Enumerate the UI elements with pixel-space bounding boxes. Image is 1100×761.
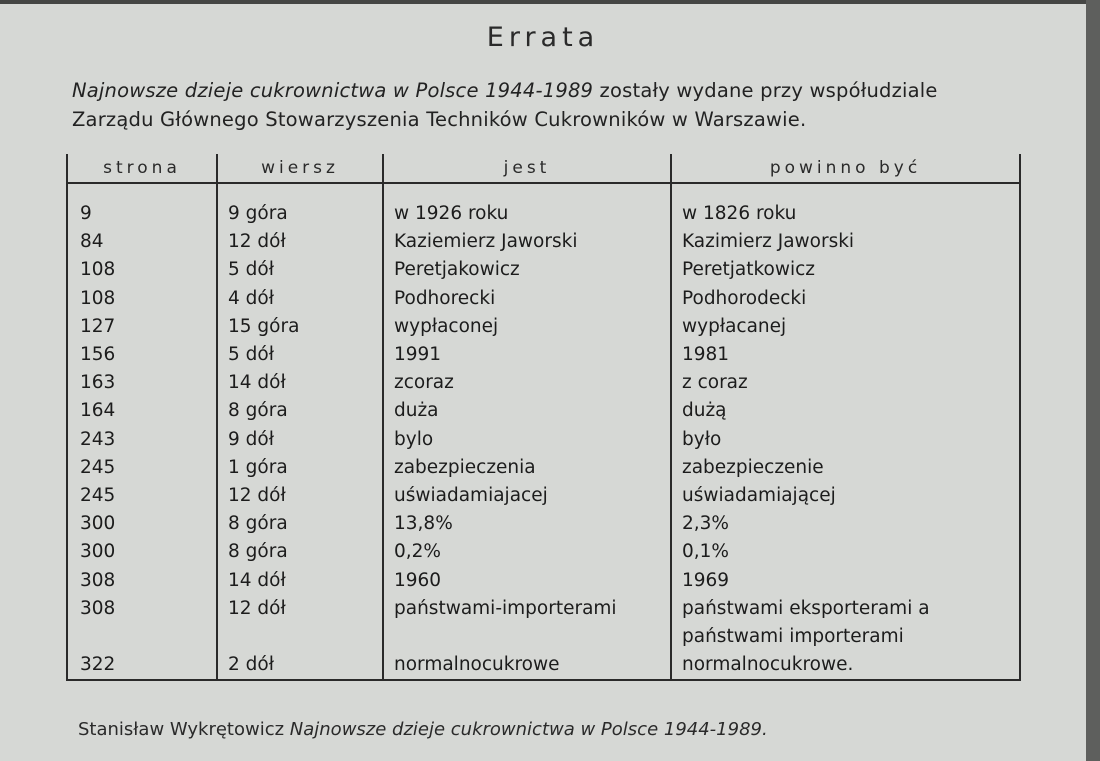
cell-strona: 308: [67, 567, 217, 595]
table-row: [67, 285, 1020, 313]
cell-powinno-byc: Peretjatkowicz: [671, 256, 1020, 284]
cell-jest: Podhorecki: [383, 285, 671, 313]
cell-strona: 300: [67, 538, 217, 566]
intro-text: zostały wydane przy współudziale Zarządu Głównego Stowarzyszenia Techników Cukrowników w Warszawie.: [72, 79, 938, 131]
table-row: [67, 595, 1020, 651]
table-row: [67, 228, 1020, 256]
cell-jest: Kaziemierz Jaworski: [383, 228, 671, 256]
table-spacer-row: [67, 183, 1020, 200]
cell-wiersz: 15 góra: [217, 313, 383, 341]
cell-jest: 13,8%: [383, 510, 671, 538]
table-row: [67, 538, 1020, 566]
cell-strona: 9: [67, 200, 217, 228]
cell-jest: bylo: [383, 426, 671, 454]
cell-strona: 156: [67, 341, 217, 369]
cell-jest: uświadamiajacej: [383, 482, 671, 510]
cell-strona: 84: [67, 228, 217, 256]
cell-wiersz: 8 góra: [217, 397, 383, 425]
table-row: [67, 651, 1020, 680]
header-wiersz: wiersz: [217, 154, 383, 183]
table-row: [67, 510, 1020, 538]
cell-jest: normalnocukrowe: [383, 651, 671, 680]
header-jest: jest: [383, 154, 671, 183]
cell-jest: Peretjakowicz: [383, 256, 671, 284]
cell-powinno-byc: z coraz: [671, 369, 1020, 397]
cell-wiersz: 12 dół: [217, 595, 383, 651]
cell-wiersz: 14 dół: [217, 369, 383, 397]
cell-powinno-byc: państwami eksporterami a państwami importerami: [671, 595, 1020, 651]
cell-strona: 300: [67, 510, 217, 538]
cell-jest: 1991: [383, 341, 671, 369]
cell-wiersz: 5 dół: [217, 256, 383, 284]
footer-citation: [78, 719, 768, 740]
table-row: [67, 256, 1020, 284]
cell-strona: 127: [67, 313, 217, 341]
table-row: [67, 369, 1020, 397]
header-powinno-byc: powinno być: [671, 154, 1020, 183]
table-row: [67, 482, 1020, 510]
cell-powinno-byc: wypłacanej: [671, 313, 1020, 341]
intro-paragraph: [72, 76, 1017, 134]
cell-powinno-byc: w 1826 roku: [671, 200, 1020, 228]
table-row: [67, 341, 1020, 369]
cell-wiersz: 9 góra: [217, 200, 383, 228]
cell-wiersz: 12 dół: [217, 482, 383, 510]
cell-powinno-byc: 0,1%: [671, 538, 1020, 566]
cell-strona: 308: [67, 595, 217, 651]
header-strona: strona: [67, 154, 217, 183]
table-row: [67, 567, 1020, 595]
footer-book-title: Najnowsze dzieje cukrownictwa w Polsce 1944-1989.: [289, 719, 768, 740]
cell-powinno-byc: Kazimierz Jaworski: [671, 228, 1020, 256]
cell-jest: 0,2%: [383, 538, 671, 566]
cell-strona: 164: [67, 397, 217, 425]
errata-table-body: [67, 183, 1020, 680]
cell-jest: 1960: [383, 567, 671, 595]
cell-strona: 322: [67, 651, 217, 680]
table-row: [67, 200, 1020, 228]
cell-jest: wypłaconej: [383, 313, 671, 341]
cell-powinno-byc: 2,3%: [671, 510, 1020, 538]
errata-table: [66, 154, 1021, 681]
cell-strona: 243: [67, 426, 217, 454]
cell-jest: zcoraz: [383, 369, 671, 397]
page-title: Errata: [486, 22, 600, 53]
cell-wiersz: 8 góra: [217, 538, 383, 566]
table-row: [67, 454, 1020, 482]
cell-wiersz: 12 dół: [217, 228, 383, 256]
cell-strona: 108: [67, 285, 217, 313]
cell-powinno-byc: 1981: [671, 341, 1020, 369]
cell-powinno-byc: zabezpieczenie: [671, 454, 1020, 482]
cell-jest: państwami-importerami: [383, 595, 671, 651]
cell-jest: zabezpieczenia: [383, 454, 671, 482]
table-row: [67, 397, 1020, 425]
cell-jest: w 1926 roku: [383, 200, 671, 228]
cell-strona: 108: [67, 256, 217, 284]
cell-wiersz: 5 dół: [217, 341, 383, 369]
cell-wiersz: 4 dół: [217, 285, 383, 313]
page-edge-shadow: [0, 0, 1086, 4]
cell-jest: duża: [383, 397, 671, 425]
cell-powinno-byc: 1969: [671, 567, 1020, 595]
cell-powinno-byc: było: [671, 426, 1020, 454]
footer-author: Stanisław Wykrętowicz: [78, 719, 290, 740]
cell-wiersz: 14 dół: [217, 567, 383, 595]
table-row: [67, 313, 1020, 341]
cell-wiersz: 8 góra: [217, 510, 383, 538]
table-row: [67, 426, 1020, 454]
cell-strona: 163: [67, 369, 217, 397]
cell-powinno-byc: normalnocukrowe.: [671, 651, 1020, 680]
intro-book-title: Najnowsze dzieje cukrownictwa w Polsce 1944-1989: [72, 79, 594, 102]
cell-wiersz: 1 góra: [217, 454, 383, 482]
cell-wiersz: 9 dół: [217, 426, 383, 454]
table-header-row: [67, 154, 1020, 183]
cell-wiersz: 2 dół: [217, 651, 383, 680]
cell-strona: 245: [67, 482, 217, 510]
cell-powinno-byc: dużą: [671, 397, 1020, 425]
cell-powinno-byc: Podhorodecki: [671, 285, 1020, 313]
cell-strona: 245: [67, 454, 217, 482]
cell-powinno-byc: uświadamiającej: [671, 482, 1020, 510]
